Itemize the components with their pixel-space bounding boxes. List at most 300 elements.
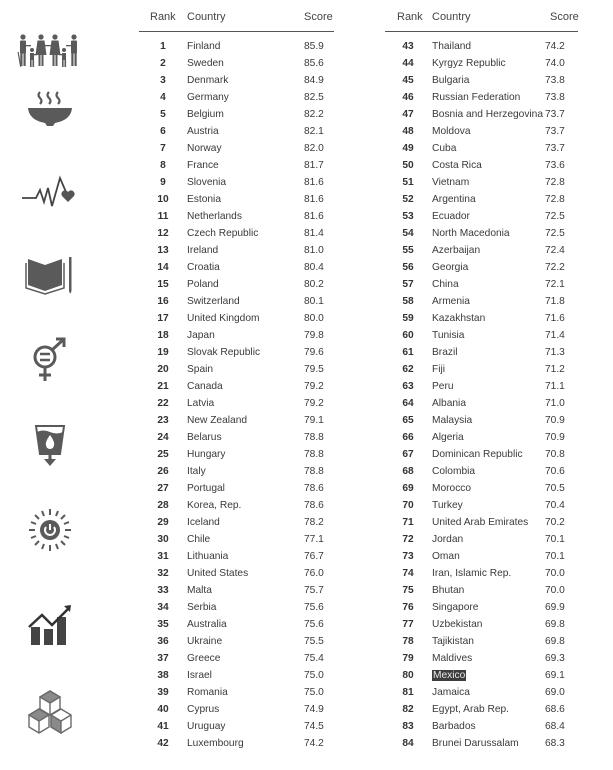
table-row [139, 582, 334, 599]
score-cell: 78.8 [304, 432, 324, 443]
rank-cell: 65 [402, 415, 414, 426]
score-cell: 73.7 [545, 109, 565, 120]
rank-cell: 45 [402, 75, 414, 86]
table-row [385, 191, 578, 208]
country-cell: Bulgaria [432, 75, 470, 86]
table-row [139, 565, 334, 582]
country-cell: Fiji [432, 364, 446, 375]
score-cell: 72.5 [545, 228, 565, 239]
country-cell: Czech Republic [187, 228, 259, 239]
rank-cell: 30 [157, 534, 169, 545]
rank-cell: 2 [160, 58, 166, 69]
table-row [139, 650, 334, 667]
rank-cell: 16 [157, 296, 169, 307]
country-cell: Italy [187, 466, 206, 477]
header-rank: Rank [150, 11, 176, 23]
score-cell: 78.8 [304, 466, 324, 477]
country-cell: United Arab Emirates [432, 517, 529, 528]
table-row [139, 378, 334, 395]
table-row [385, 429, 578, 446]
country-cell: Lithuania [187, 551, 229, 562]
rank-cell: 47 [402, 109, 414, 120]
score-cell: 70.1 [545, 534, 565, 545]
score-cell: 78.8 [304, 449, 324, 460]
table-row [139, 633, 334, 650]
country-cell: Serbia [187, 602, 217, 613]
table-row [385, 514, 578, 531]
score-cell: 68.6 [545, 704, 565, 715]
score-cell: 85.6 [304, 58, 324, 69]
rank-cell: 84 [402, 738, 414, 749]
table-row [139, 412, 334, 429]
table-row [385, 378, 578, 395]
rank-cell: 40 [157, 704, 169, 715]
table-row [385, 582, 578, 599]
score-cell: 79.2 [304, 381, 324, 392]
score-cell: 81.6 [304, 177, 324, 188]
rank-cell: 70 [402, 500, 414, 511]
score-cell: 68.4 [545, 721, 565, 732]
score-cell: 79.1 [304, 415, 324, 426]
rank-cell: 42 [157, 738, 169, 749]
table-row [385, 718, 578, 735]
score-cell: 72.4 [545, 245, 565, 256]
rank-cell: 23 [157, 415, 169, 426]
table-header [385, 0, 578, 32]
table-row [139, 123, 334, 140]
country-cell: Cyprus [187, 704, 220, 715]
table-row [139, 429, 334, 446]
table-row [385, 259, 578, 276]
country-cell: Slovenia [187, 177, 227, 188]
table-row [385, 463, 578, 480]
table-row [385, 106, 578, 123]
table-row [139, 276, 334, 293]
rank-cell: 28 [157, 500, 169, 511]
energy-sun-icon [15, 505, 85, 555]
score-cell: 73.6 [545, 160, 565, 171]
rank-cell: 13 [157, 245, 169, 256]
country-cell: Norway [187, 143, 222, 154]
family-icon [15, 27, 85, 77]
table-row [385, 310, 578, 327]
score-cell: 74.5 [304, 721, 324, 732]
rank-cell: 33 [157, 585, 169, 596]
score-cell: 70.5 [545, 483, 565, 494]
score-cell: 81.0 [304, 245, 324, 256]
score-cell: 81.7 [304, 160, 324, 171]
table-row [139, 718, 334, 735]
rank-cell: 21 [157, 381, 169, 392]
book-pencil-icon [15, 250, 85, 300]
country-cell: Belgium [187, 109, 224, 120]
score-cell: 71.1 [545, 381, 565, 392]
score-cell: 74.9 [304, 704, 324, 715]
score-cell: 71.6 [545, 313, 565, 324]
score-cell: 73.8 [545, 92, 565, 103]
score-cell: 79.6 [304, 347, 324, 358]
table-row [385, 72, 578, 89]
rank-cell: 36 [157, 636, 169, 647]
country-cell: Peru [432, 381, 454, 392]
table-row [385, 157, 578, 174]
rank-cell: 3 [160, 75, 166, 86]
table-row [139, 327, 334, 344]
table-row [139, 55, 334, 72]
rank-cell: 72 [402, 534, 414, 545]
rank-cell: 25 [157, 449, 169, 460]
table-row [139, 735, 334, 752]
country-cell: Korea, Rep. [187, 500, 242, 511]
score-cell: 74.0 [545, 58, 565, 69]
table-row [385, 361, 578, 378]
score-cell: 72.8 [545, 177, 565, 188]
food-bowl-icon [15, 85, 85, 135]
country-cell: Tunisia [432, 330, 465, 341]
table-row [385, 208, 578, 225]
rank-cell: 63 [402, 381, 414, 392]
rank-cell: 55 [402, 245, 414, 256]
country-cell: Chile [187, 534, 211, 545]
table-row [139, 616, 334, 633]
score-cell: 79.2 [304, 398, 324, 409]
score-cell: 73.7 [545, 143, 565, 154]
table-row [385, 616, 578, 633]
score-cell: 76.0 [304, 568, 324, 579]
country-cell: United Kingdom [187, 313, 260, 324]
country-cell: Germany [187, 92, 229, 103]
table-row [139, 293, 334, 310]
country-cell: Latvia [187, 398, 215, 409]
score-cell: 70.9 [545, 432, 565, 443]
country-cell: Costa Rica [432, 160, 482, 171]
country-cell: Colombia [432, 466, 476, 477]
table-row [385, 38, 578, 55]
rank-cell: 71 [402, 517, 414, 528]
score-cell: 70.4 [545, 500, 565, 511]
country-cell: Brazil [432, 347, 458, 358]
rank-cell: 83 [402, 721, 414, 732]
score-cell: 69.1 [545, 670, 565, 681]
rank-cell: 77 [402, 619, 414, 630]
rank-cell: 8 [160, 160, 166, 171]
score-cell: 75.4 [304, 653, 324, 664]
sdg-icon-column [0, 0, 110, 770]
country-cell: Portugal [187, 483, 225, 494]
country-cell: Sweden [187, 58, 224, 69]
rank-cell: 15 [157, 279, 169, 290]
table-row [385, 344, 578, 361]
country-cell: Romania [187, 687, 228, 698]
rank-cell: 78 [402, 636, 414, 647]
country-cell: Iceland [187, 517, 220, 528]
rank-cell: 22 [157, 398, 169, 409]
table-row [139, 446, 334, 463]
country-cell: Russian Federation [432, 92, 521, 103]
rank-cell: 39 [157, 687, 169, 698]
rank-cell: 46 [402, 92, 414, 103]
country-cell: Jordan [432, 534, 464, 545]
water-drop-icon [15, 420, 85, 470]
country-cell: Bhutan [432, 585, 465, 596]
score-cell: 82.5 [304, 92, 324, 103]
table-row [385, 327, 578, 344]
table-row [385, 667, 578, 684]
rank-cell: 75 [402, 585, 414, 596]
table-row [139, 72, 334, 89]
country-cell: Poland [187, 279, 219, 290]
country-cell: Cuba [432, 143, 457, 154]
score-cell: 85.9 [304, 41, 324, 52]
ranking-table-left [139, 0, 334, 752]
score-cell: 82.0 [304, 143, 324, 154]
rank-cell: 80 [402, 670, 414, 681]
table-row [139, 208, 334, 225]
rank-cell: 74 [402, 568, 414, 579]
table-row [385, 633, 578, 650]
score-cell: 72.5 [545, 211, 565, 222]
score-cell: 69.9 [545, 602, 565, 613]
gender-equality-icon [15, 335, 85, 385]
score-cell: 68.3 [545, 738, 565, 749]
country-cell: Finland [187, 41, 221, 52]
country-cell: New Zealand [187, 415, 248, 426]
table-row [385, 735, 578, 752]
score-cell: 76.7 [304, 551, 324, 562]
score-cell: 82.1 [304, 126, 324, 137]
country-cell: Uruguay [187, 721, 226, 732]
table-row [139, 667, 334, 684]
score-cell: 70.2 [545, 517, 565, 528]
rank-cell: 1 [160, 41, 166, 52]
table-row [139, 344, 334, 361]
table-row [385, 276, 578, 293]
country-cell: Morocco [432, 483, 472, 494]
score-cell: 80.1 [304, 296, 324, 307]
country-cell: Algeria [432, 432, 464, 443]
country-cell: Brunei Darussalam [432, 738, 519, 749]
rank-cell: 31 [157, 551, 169, 562]
table-row [385, 225, 578, 242]
table-row [139, 38, 334, 55]
table-row [139, 531, 334, 548]
header-rank: Rank [397, 11, 423, 23]
score-cell: 71.2 [545, 364, 565, 375]
score-cell: 74.2 [545, 41, 565, 52]
rank-cell: 62 [402, 364, 414, 375]
table-row [385, 140, 578, 157]
country-cell: Iran, Islamic Rep. [432, 568, 512, 579]
rank-cell: 29 [157, 517, 169, 528]
table-row [385, 565, 578, 582]
score-cell: 71.8 [545, 296, 565, 307]
rank-cell: 5 [160, 109, 166, 120]
rank-cell: 34 [157, 602, 169, 613]
rank-cell: 14 [157, 262, 169, 273]
rank-cell: 11 [157, 211, 169, 222]
table-row [139, 191, 334, 208]
rank-cell: 7 [160, 143, 166, 154]
country-cell: Egypt, Arab Rep. [432, 704, 510, 715]
rank-cell: 54 [402, 228, 414, 239]
rank-cell: 41 [157, 721, 169, 732]
score-cell: 81.6 [304, 194, 324, 205]
country-cell: Greece [187, 653, 221, 664]
country-cell [432, 667, 466, 684]
table-row [385, 599, 578, 616]
country-cell: Azerbaijan [432, 245, 481, 256]
score-cell: 72.1 [545, 279, 565, 290]
growth-chart-icon [15, 600, 85, 650]
score-cell: 70.9 [545, 415, 565, 426]
table-row [385, 497, 578, 514]
country-cell: Croatia [187, 262, 220, 273]
score-cell: 71.4 [545, 330, 565, 341]
table-row [385, 684, 578, 701]
rank-cell: 82 [402, 704, 414, 715]
score-cell: 75.6 [304, 619, 324, 630]
table-row [385, 293, 578, 310]
header-country: Country [187, 11, 226, 23]
table-row [385, 242, 578, 259]
country-cell: China [432, 279, 459, 290]
table-row [139, 174, 334, 191]
table-row [139, 242, 334, 259]
table-row [139, 548, 334, 565]
rank-cell: 32 [157, 568, 169, 579]
country-cell: North Macedonia [432, 228, 510, 239]
rank-cell: 58 [402, 296, 414, 307]
rank-cell: 24 [157, 432, 169, 443]
table-row [139, 225, 334, 242]
country-cell: Jamaica [432, 687, 470, 698]
score-cell: 84.9 [304, 75, 324, 86]
country-cell: Singapore [432, 602, 479, 613]
rank-cell: 37 [157, 653, 169, 664]
score-cell: 73.7 [545, 126, 565, 137]
rank-cell: 59 [402, 313, 414, 324]
table-row [139, 395, 334, 412]
score-cell: 69.8 [545, 636, 565, 647]
table-row [385, 412, 578, 429]
score-cell: 75.0 [304, 687, 324, 698]
score-cell: 70.1 [545, 551, 565, 562]
country-cell: Albania [432, 398, 466, 409]
country-cell: Israel [187, 670, 212, 681]
score-cell: 78.2 [304, 517, 324, 528]
table-body [385, 32, 578, 752]
country-cell: Denmark [187, 75, 229, 86]
rank-cell: 38 [157, 670, 169, 681]
score-cell: 75.6 [304, 602, 324, 613]
heartbeat-icon [15, 167, 85, 217]
rank-cell: 61 [402, 347, 414, 358]
country-cell: Oman [432, 551, 460, 562]
country-cell: Vietnam [432, 177, 470, 188]
country-cell: Estonia [187, 194, 221, 205]
country-cell: Ukraine [187, 636, 223, 647]
table-row [139, 140, 334, 157]
country-cell: Thailand [432, 41, 472, 52]
score-cell: 72.8 [545, 194, 565, 205]
table-header [139, 0, 334, 32]
table-row [139, 514, 334, 531]
score-cell: 70.8 [545, 449, 565, 460]
table-row [139, 157, 334, 174]
country-cell: Austria [187, 126, 219, 137]
rank-cell: 50 [402, 160, 414, 171]
header-score: Score [550, 11, 579, 23]
country-cell: Canada [187, 381, 223, 392]
country-cell: United States [187, 568, 249, 579]
score-cell: 80.4 [304, 262, 324, 273]
rank-cell: 19 [157, 347, 169, 358]
country-cell: Kyrgyz Republic [432, 58, 506, 69]
rank-cell: 17 [157, 313, 169, 324]
table-row [139, 259, 334, 276]
country-cell: Maldives [432, 653, 473, 664]
score-cell: 70.0 [545, 568, 565, 579]
score-cell: 69.3 [545, 653, 565, 664]
table-row [385, 650, 578, 667]
header-country: Country [432, 11, 471, 23]
country-cell: Malta [187, 585, 212, 596]
score-cell: 69.8 [545, 619, 565, 630]
rank-cell: 4 [160, 92, 166, 103]
table-row [139, 497, 334, 514]
country-cell: Kazakhstan [432, 313, 486, 324]
table-row [139, 106, 334, 123]
country-cell: Barbados [432, 721, 476, 732]
table-row [385, 123, 578, 140]
highlighted-country: Mexico [433, 670, 466, 681]
score-cell: 74.2 [304, 738, 324, 749]
table-row [139, 701, 334, 718]
rank-cell: 48 [402, 126, 414, 137]
rank-cell: 9 [160, 177, 166, 188]
table-row [385, 701, 578, 718]
score-cell: 70.6 [545, 466, 565, 477]
score-cell: 71.0 [545, 398, 565, 409]
rank-cell: 73 [402, 551, 414, 562]
rank-cell: 66 [402, 432, 414, 443]
score-cell: 80.2 [304, 279, 324, 290]
rank-cell: 18 [157, 330, 169, 341]
country-cell: Luxembourg [187, 738, 244, 749]
rank-cell: 76 [402, 602, 414, 613]
table-row [139, 599, 334, 616]
country-cell: Georgia [432, 262, 469, 273]
country-cell: France [187, 160, 219, 171]
table-row [385, 531, 578, 548]
country-cell: Malaysia [432, 415, 473, 426]
score-cell: 80.0 [304, 313, 324, 324]
cubes-icon [15, 688, 85, 738]
rank-cell: 56 [402, 262, 414, 273]
country-cell: Argentina [432, 194, 476, 205]
rank-cell: 53 [402, 211, 414, 222]
score-cell: 73.8 [545, 75, 565, 86]
rank-cell: 12 [157, 228, 169, 239]
score-cell: 72.2 [545, 262, 565, 273]
country-cell: Ecuador [432, 211, 470, 222]
rank-cell: 20 [157, 364, 169, 375]
score-cell: 75.7 [304, 585, 324, 596]
score-cell: 71.3 [545, 347, 565, 358]
country-cell: Bosnia and Herzegovina [432, 109, 544, 120]
rank-cell: 64 [402, 398, 414, 409]
table-row [385, 446, 578, 463]
